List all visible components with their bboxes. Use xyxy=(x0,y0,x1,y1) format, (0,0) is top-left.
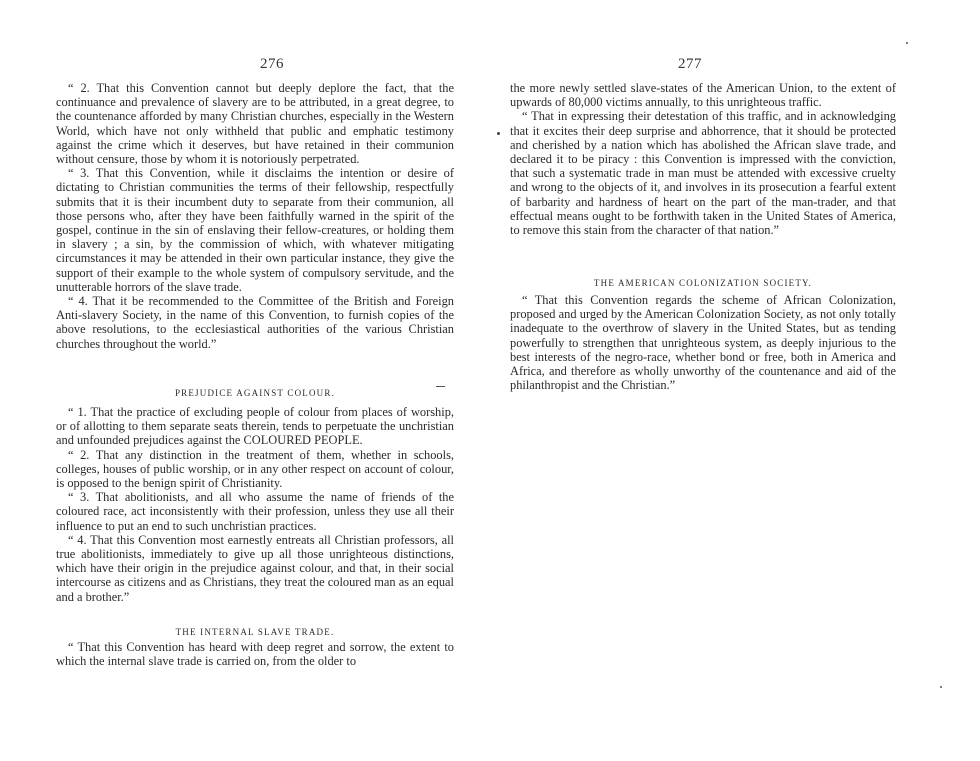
page-number: 277 xyxy=(678,56,702,72)
internal-trade-continuation xyxy=(510,81,896,237)
section-heading: THE AMERICAN COLONIZATION SOCIETY. xyxy=(593,278,813,288)
paragraph: “ 4. That this Convention most earnestly entreats all Christian professors, all true abolitionists, immediately to give up all those unrighteous distinctions, which have their origin in the prejudice against colour, and that, in their social intercourse as citizens and as Christians, they treat the coloured man as an equal and a brother.” xyxy=(56,532,454,604)
prejudice-heading-block xyxy=(56,386,454,400)
page-speck xyxy=(940,686,942,688)
page-speck xyxy=(906,42,908,44)
paragraph: “ 2. That this Convention cannot but deeply deplore the fact, that the continuance and prevalence of slavery are to be attributed, in a great degree, to the countenance afforded by many Christian churches, especially in the Western World, which have not only withheld that public and emphatic testimony against the crime which it deserves, but have retained in their communion without censure, those by whom it is notoriously perpetrated. xyxy=(56,81,454,167)
internal-trade-heading-block xyxy=(56,625,454,639)
paragraph: “ 3. That abolitionists, and all who assume the name of friends of the coloured race, act inconsistently with their profession, unless they use all their influence to put an end to such unchristian practices. xyxy=(56,490,454,533)
printer-mark xyxy=(436,386,445,387)
paragraph: “ That this Convention has heard with deep regret and sorrow, the extent to which the internal slave trade is carried on, from the older to xyxy=(56,640,454,669)
paragraph: “ 1. That the practice of excluding people of colour from places of worship, or of allotting to them separate seats therein, tends to perpetuate the unchristian and unfounded prejudices against the COLOURED PEOPLE. xyxy=(56,405,454,448)
page-speck xyxy=(497,132,500,135)
paragraph: “ That in expressing their detestation of this traffic, and in acknowledging that it excites their deep surprise and abhorrence, that it should be protected and cherished by a nation which has abolished the African slave trade, and declared it to be piracy : this Convention is impressed with the conviction, that such a systematic trade in man must be attended with excessive cruelty and wrong to the objects of it, and involves in its prosecution a fearful extent of barbarity and hardness of heart on the part of the man-trader, and that effectual means ought to be forthwith taken in the United States of America, to remove this stain from the character of that nation.” xyxy=(510,109,896,238)
resolutions-section xyxy=(56,81,454,351)
right-page xyxy=(510,0,896,761)
left-page xyxy=(56,0,454,761)
paragraph: “ 2. That any distinction in the treatment of them, whether in schools, colleges, houses of public worship, or in any other respect on account of colour, is opposed to the benign spirit of Christianity. xyxy=(56,447,454,491)
colonization-section xyxy=(510,293,896,392)
prejudice-section xyxy=(56,405,454,604)
internal-trade-section xyxy=(56,640,454,668)
paragraph: “ That this Convention regards the scheme of African Colonization, proposed and urged by the American Colonization Society, as not only totally inadequate to the overthrow of slavery in the United States, but as tending powerfully to strengthen that unrighteous system, as deeply injurious to the best interests of the negro-race, whether bond or free, both in America and Africa, and therefore as wholly unworthy of the countenance and aid of the philanthropist and the Christian.” xyxy=(510,293,896,393)
section-heading: PREJUDICE AGAINST COLOUR. xyxy=(174,388,336,398)
page-number: 276 xyxy=(260,56,284,72)
paragraph: “ 3. That this Convention, while it disclaims the intention or desire of dictating to Christian communities the terms of their fellowship, respectfully submits that it is their incumbent duty to separate from their communion, all those persons who, after they have been faithfully warned in the spirit of the gospel, continue in the sin of enslaving their fellow-creatures, or holding them in slavery ; a sin, by the commission of which, with whatever mitigating circumstances it may be attended in their own particular instance, they give the support of their example to the whole system of compulsory servitude, and the unutterable horrors of the slave trade. xyxy=(56,166,454,294)
colonization-heading-block xyxy=(510,276,896,290)
paragraph: the more newly settled slave-states of the American Union, to the extent of upwards of 80,000 victims annually, to this unrighteous traffic. xyxy=(510,81,896,110)
section-heading: THE INTERNAL SLAVE TRADE. xyxy=(175,627,335,637)
paragraph: “ 4. That it be recommended to the Committee of the British and Foreign Anti-slavery Society, in the name of this Convention, to furnish copies of the above resolutions, to the ecclesiastical authorities of the various Christian churches throughout the world.” xyxy=(56,294,454,351)
